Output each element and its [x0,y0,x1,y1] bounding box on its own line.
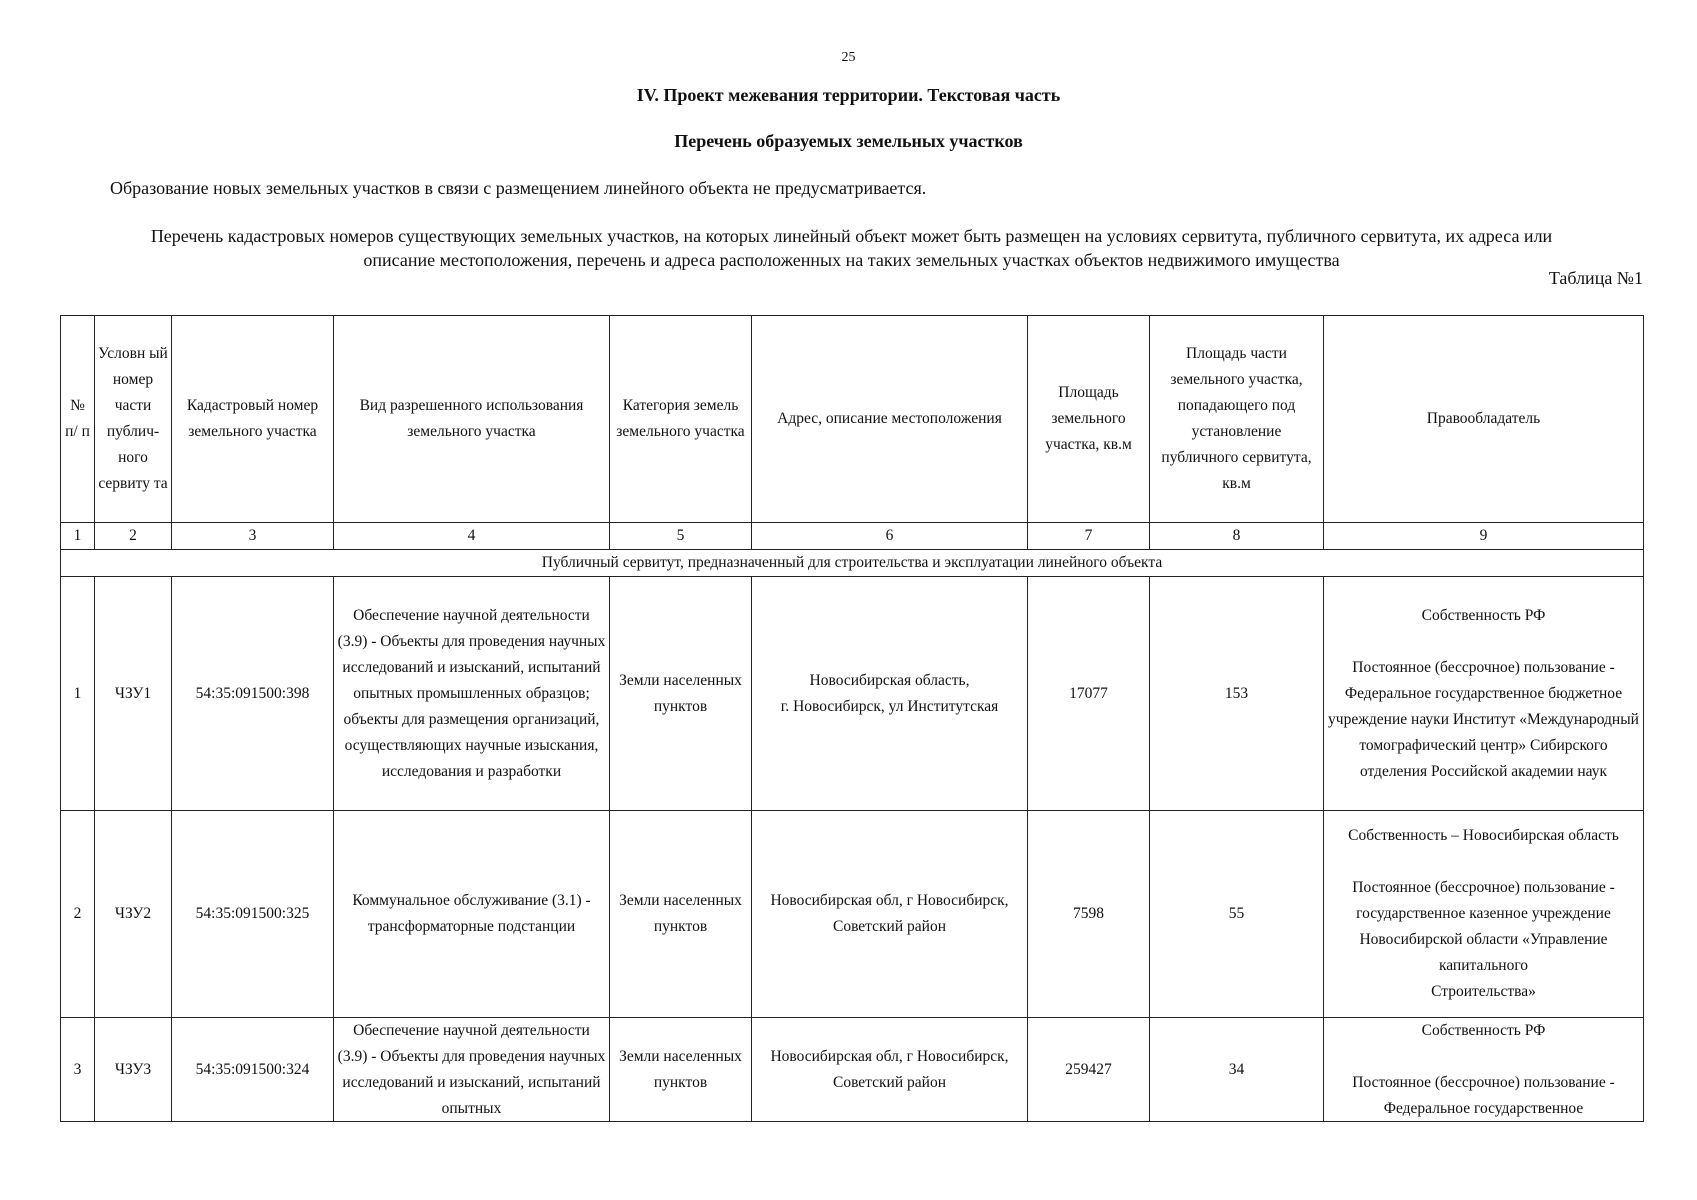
intro-paragraph: Образование новых земельных участков в связи с размещением линейного объекта не предусматривается. [110,178,927,198]
row-part-number: ЧЗУ1 [95,577,172,811]
row-address: Новосибирская обл, г Новосибирск, Советский район [752,1018,1028,1122]
row-plot-area: 7598 [1028,811,1150,1018]
row-land-category: Земли населенных пунктов [610,811,752,1018]
row-servitude-area: 55 [1150,811,1324,1018]
row-part-number: ЧЗУ2 [95,811,172,1018]
header-owner: Правообладатель [1324,316,1644,523]
list-title: Перечень образуемых земельных участков [674,131,1023,151]
header-land-category: Категория земель земельного участка [610,316,752,523]
row-cadastral-number: 54:35:091500:398 [172,577,334,811]
row-owner: Собственность РФ Постоянное (бессрочное) пользование - Федеральное государственное [1352,1022,1615,1117]
row-servitude-area: 34 [1150,1018,1324,1122]
row-number: 1 [61,577,95,811]
row-plot-area: 17077 [1028,577,1150,811]
column-number: 2 [95,523,172,550]
header-part-number: Условн ый номер части публич- ного сервиту та [95,316,172,523]
row-owner-cell [1324,1018,1644,1122]
column-number: 5 [610,523,752,550]
row-permitted-use-cell [334,1018,610,1122]
row-number: 2 [61,811,95,1018]
row-address: Новосибирская область, г. Новосибирск, ул Институтская [752,577,1028,811]
row-servitude-area: 153 [1150,577,1324,811]
subheader-servitude: Публичный сервитут, предназначенный для строительства и эксплуатации линейного объекта [61,550,1644,577]
row-owner: Собственность РФ Постоянное (бессрочное) пользование - Федеральное государственное бюджетное учреждение науки Институт «Международный томографический центр» Сибирского отделения Российской академии наук [1324,577,1644,811]
row-owner: Собственность – Новосибирская область Постоянное (бессрочное) пользование - государственное казенное учреждение Новосибирской области «Управление капитального Строительства» [1324,811,1644,1018]
table-caption [60,224,1643,272]
row-permitted-use: Обеспечение научной деятельности (3.9) - Объекты для проведения научных исследований и изысканий, испытаний опытных [337,1022,606,1117]
row-address: Новосибирская обл, г Новосибирск, Советский район [752,811,1028,1018]
header-number: № п/ п [61,316,95,523]
header-address: Адрес, описание местоположения [752,316,1028,523]
row-part-number: ЧЗУ3 [95,1018,172,1122]
row-permitted-use: Обеспечение научной деятельности (3.9) - Объекты для проведения научных исследований и изысканий, испытаний опытных промышленных образцов; объекты для размещения организаций, осуществляющих научные изыскания, исследования и разработки [334,577,610,811]
land-plots-table [60,315,1644,1122]
section-title: IV. Проект межевания территории. Текстовая часть [636,85,1061,105]
row-cadastral-number: 54:35:091500:325 [172,811,334,1018]
row-plot-area: 259427 [1028,1018,1150,1122]
column-number: 7 [1028,523,1150,550]
row-cadastral-number: 54:35:091500:324 [172,1018,334,1122]
header-servitude-area: Площадь части земельного участка, попадающего под установление публичного сервитута, кв.м [1150,316,1324,523]
row-land-category: Земли населенных пунктов [610,1018,752,1122]
table-row [61,577,1644,811]
caption-line-2: описание местоположения, перечень и адреса расположенных на таких земельных участках объектов недвижимого имущества [363,250,1340,270]
subheader-row [61,550,1644,577]
header-plot-area: Площадь земельного участка, кв.м [1028,316,1150,523]
page-number: 25 [841,50,856,65]
column-number: 3 [172,523,334,550]
row-number: 3 [61,1018,95,1122]
column-number: 4 [334,523,610,550]
column-number: 9 [1324,523,1644,550]
table-row [61,1018,1644,1122]
caption-line-1: Перечень кадастровых номеров существующих земельных участков, на которых линейный объект может быть размещен на условиях сервитута, публичного сервитута, их адреса или [150,226,1553,246]
table-label: Таблица №1 [1548,268,1643,288]
column-number-row [61,523,1644,550]
column-number: 8 [1150,523,1324,550]
row-permitted-use: Коммунальное обслуживание (3.1) - трансформаторные подстанции [334,811,610,1018]
table-row [61,811,1644,1018]
header-permitted-use: Вид разрешенного использования земельного участка [334,316,610,523]
header-cadastral-number: Кадастровый номер земельного участка [172,316,334,523]
table-header-row [61,316,1644,523]
row-land-category: Земли населенных пунктов [610,577,752,811]
column-number: 1 [61,523,95,550]
column-number: 6 [752,523,1028,550]
